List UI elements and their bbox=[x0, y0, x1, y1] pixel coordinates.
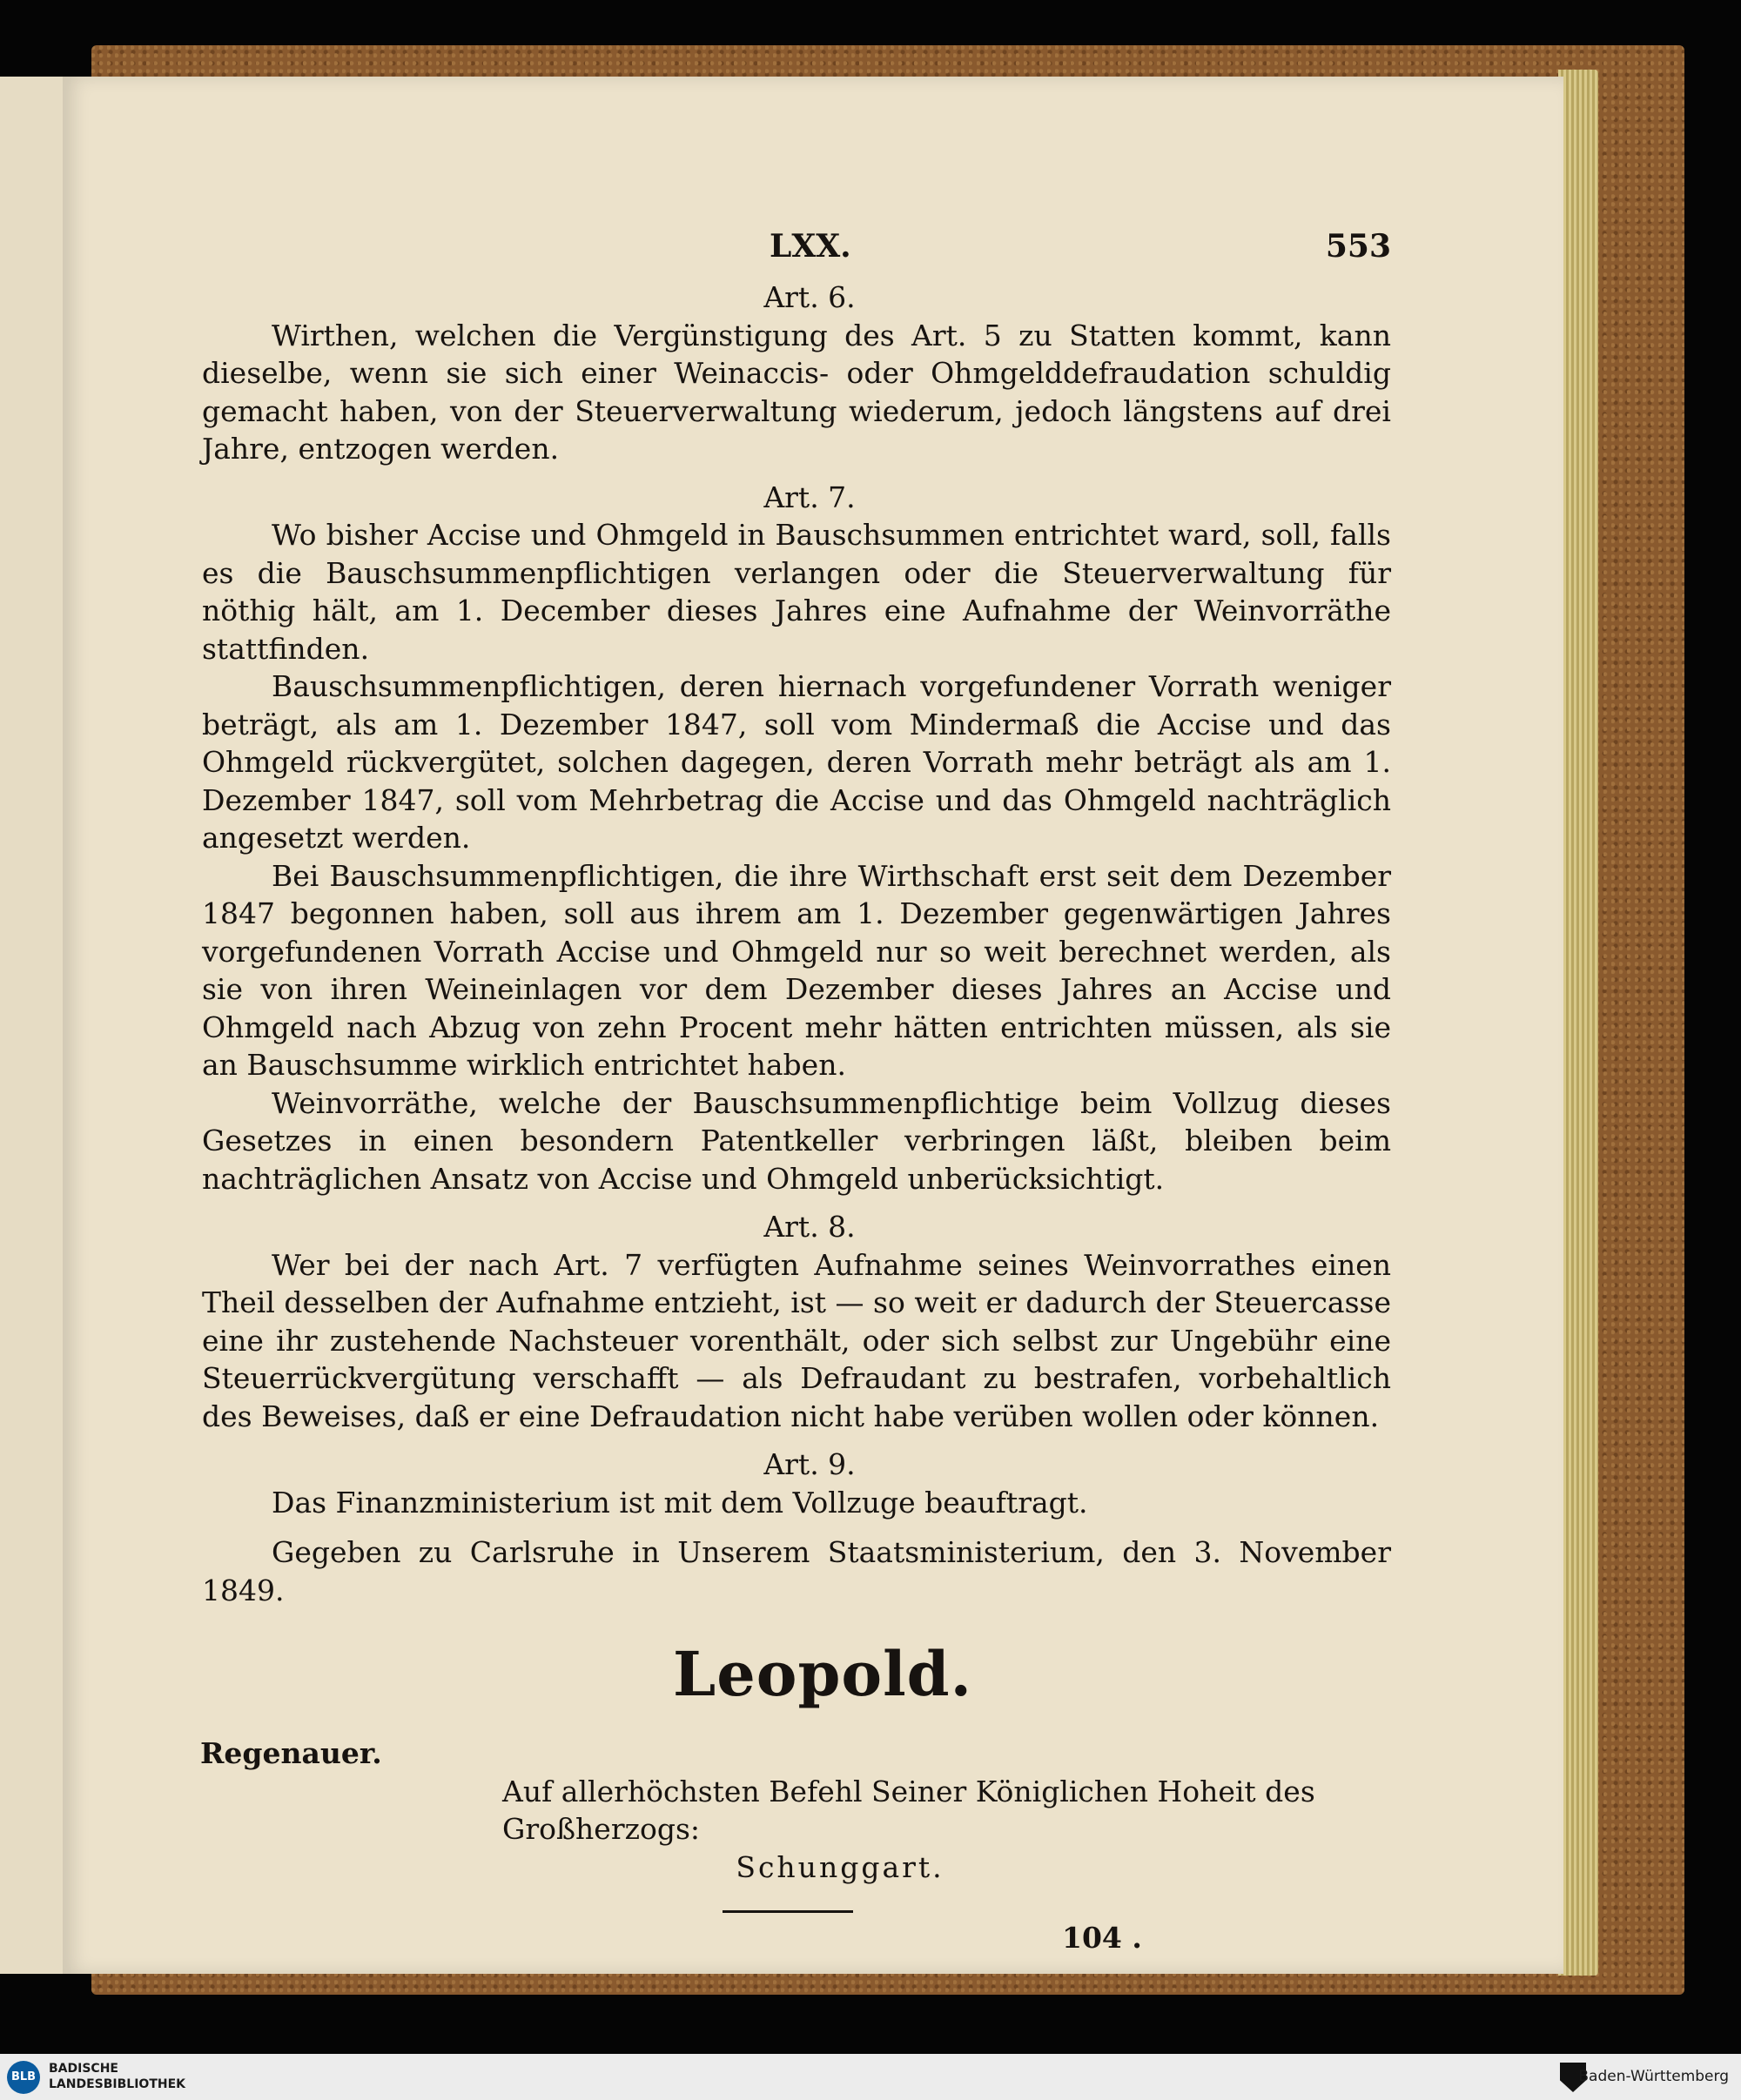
art-7-paragraph-3: Bei Bauschsummenpflichtigen, die ihre Wirthschaft erst seit dem Dezember 1847 begonnen haben, soll aus ihrem am 1. Dezember gegenwärtigen Jahres vorgefundenen Vorrath Accise und Ohmgeld nur so weit berechnet werden, als sie von ihren Weineinlagen vor dem Dezember dieses Jahres an Accise und Ohmgeld nach Abzug von zehn Procent mehr hätten entrichten müssen, als sie an Bauschsumme wirklich entrichtet haben. bbox=[202, 858, 1391, 1082]
art-9-paragraph: Das Finanzministerium ist mit dem Vollzuge beauftragt. bbox=[272, 1485, 1088, 1520]
given-line: Gegeben zu Carlsruhe in Unserem Staatsministerium, den 3. November 1849. bbox=[202, 1535, 1391, 1607]
page-text bbox=[200, 228, 1391, 1955]
state-name[interactable]: Baden-Württemberg bbox=[1578, 2068, 1729, 2085]
library-name-line-2: LANDESBIBLIOTHEK bbox=[49, 2077, 186, 2091]
art-6-paragraph: Wirthen, welchen die Vergünstigung des Art. 5 zu Statten kommt, kann dieselbe, wenn sie sich einer Weinaccis- oder Ohmgelddefraudation schuldig gemacht haben, von der Steuerverwaltung wiederum, jedoch längstens auf drei Jahre, entzogen werden. bbox=[202, 318, 1391, 466]
minister-name: Regenauer. bbox=[200, 1736, 382, 1770]
footer-rule bbox=[202, 1886, 1391, 1955]
art-7-paragraph-1: Wo bisher Accise und Ohmgeld in Bauschsummen entrichtet ward, soll, falls es die Bauschsummenpflichtigen verlangen oder die Steuerverwaltung für nöthig hält, am 1. December dieses Jahres eine Aufnahme der Weinvorräthe stattfinden. bbox=[202, 518, 1391, 666]
command-line: Auf allerhöchsten Befehl Seiner Königlichen Hoheit des Großherzogs: bbox=[502, 1774, 1315, 1846]
art-7-paragraph-4: Weinvorräthe, welche der Bauschsummenpflichtige beim Vollzug dieses Gesetzes in einen besondern Patentkeller verbringen läßt, bleiben beim nachträglichen Ansatz von Accise und Ohmgeld unberücksichtigt. bbox=[202, 1085, 1391, 1196]
rule-line bbox=[723, 1910, 853, 1913]
library-name[interactable] bbox=[49, 2061, 185, 2092]
viewer-footer bbox=[0, 2054, 1741, 2100]
art-7-paragraph-2: Bauschsummenpflichtigen, deren hiernach vorgefundener Vorrath weniger beträgt, als am 1. Dezember 1847, soll vom Mindermaß die Accise und das Ohmgeld rückvergütet, solchen dagegen, deren Vorrath mehr beträgt als am 1. Dezember 1847, soll vom Mehrbetrag die Accise und das Ohmgeld nachträglich angesetzt werden. bbox=[202, 669, 1391, 855]
signature: Leopold. bbox=[673, 1638, 972, 1710]
section-number: LXX. bbox=[770, 228, 851, 265]
page-header bbox=[202, 228, 1391, 278]
art-6-title: Art. 6. bbox=[763, 280, 856, 314]
art-7-title: Art. 7. bbox=[763, 480, 856, 514]
left-page-edge bbox=[0, 77, 65, 1974]
library-name-line-1: BADISCHE bbox=[49, 2062, 118, 2076]
art-9-title: Art. 9. bbox=[763, 1447, 856, 1481]
art-8-paragraph: Wer bei der nach Art. 7 verfügten Aufnahme seines Weinvorrathes einen Theil desselben der Aufnahme entzieht, ist — so weit er dadurch der Steuercasse eine ihr zustehende Nachsteuer vorenthält, oder sich selbst zur Ungebühr eine Steuerrückvergütung verschafft — als Defraudant zu bestrafen, vorbehaltlich des Beweises, daß er eine Defraudation nicht habe verüben wollen oder können. bbox=[202, 1247, 1391, 1433]
page-edges bbox=[1558, 70, 1598, 1976]
sheet-number: 104 . bbox=[1062, 1921, 1142, 1955]
art-8-title: Art. 8. bbox=[763, 1210, 856, 1244]
clerk-name: Schunggart. bbox=[736, 1849, 944, 1884]
blb-logo-icon[interactable]: BLB bbox=[7, 2061, 40, 2094]
page-number: 553 bbox=[1325, 228, 1391, 265]
